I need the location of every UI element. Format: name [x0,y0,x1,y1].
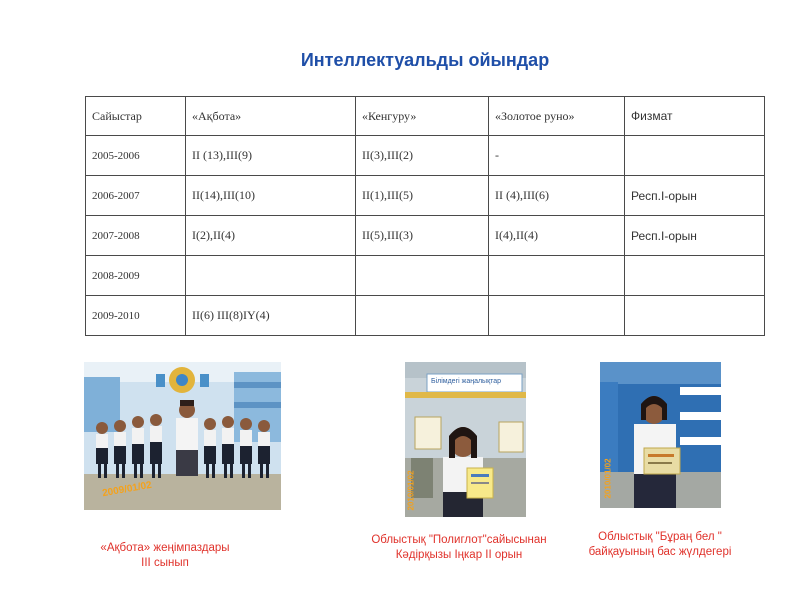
table-cell-year: 2009-2010 [86,296,186,336]
header-cell: «Кенгуру» [356,97,489,136]
table-cell: - [489,136,625,176]
table-cell [625,296,765,336]
header-cell: Физмат [625,97,765,136]
table-row [86,216,765,256]
caption-akbota-winners [70,541,260,571]
table-cell: II(5),III(3) [356,216,489,256]
table-cell-year: 2008-2009 [86,256,186,296]
table-cell: Респ.I-орын [625,216,765,256]
table-cell: Респ.I-орын [625,176,765,216]
table-cell-year: 2005-2006 [86,136,186,176]
winners-group-photo [84,362,281,510]
caption-line: Кәдірқызы Іңкар ІІ орын [395,549,523,561]
table-cell [625,256,765,296]
table-cell: II(3),III(2) [356,136,489,176]
table-cell: I(2),II(4) [186,216,356,256]
table-cell [356,256,489,296]
results-table [85,96,765,336]
sign-text: Білімдегі жаңалықтар [431,378,502,385]
table-row [86,136,765,176]
table-cell [489,256,625,296]
table-cell-year: 2006-2007 [86,176,186,216]
caption-line: Облыстық "Полиглот"сайысынан [371,534,547,546]
table-cell-year: 2007-2008 [86,216,186,256]
table-header-row [86,97,765,136]
polyglot-winner-photo [405,362,526,517]
table-cell: II(14),III(10) [186,176,356,216]
table-cell: II(6) III(8)IY(4) [186,296,356,336]
page-title: Интеллектуальды ойындар [300,50,550,70]
header-cell: Сайыстар [86,97,186,136]
table-cell [356,296,489,336]
caption-line: III сынып [141,557,189,569]
header-cell: «Золотое руно» [489,97,625,136]
header-cell: «Ақбота» [186,97,356,136]
caption-buran-bel [570,530,750,560]
buran-bel-winner-photo [600,362,721,508]
photo-timestamp: 2010/01/02 [603,458,613,499]
table-row [86,256,765,296]
table-cell [625,136,765,176]
caption-polyglot [334,533,584,563]
photo-timestamp: 2010/01/02 [406,470,416,511]
caption-line: Облыстық "Бұраң бел " [598,531,722,543]
table-cell: I(4),II(4) [489,216,625,256]
table-cell: II (4),III(6) [489,176,625,216]
photo-timestamp: 2009/01/02 [101,479,153,500]
table-cell [186,256,356,296]
caption-line: «Ақбота» жеңімпаздары [100,542,230,554]
table-row [86,296,765,336]
table-cell: II(1),III(5) [356,176,489,216]
caption-line: байқауының бас жүлдегері [588,546,732,558]
table-cell: II (13),III(9) [186,136,356,176]
table-row [86,176,765,216]
table-cell [489,296,625,336]
